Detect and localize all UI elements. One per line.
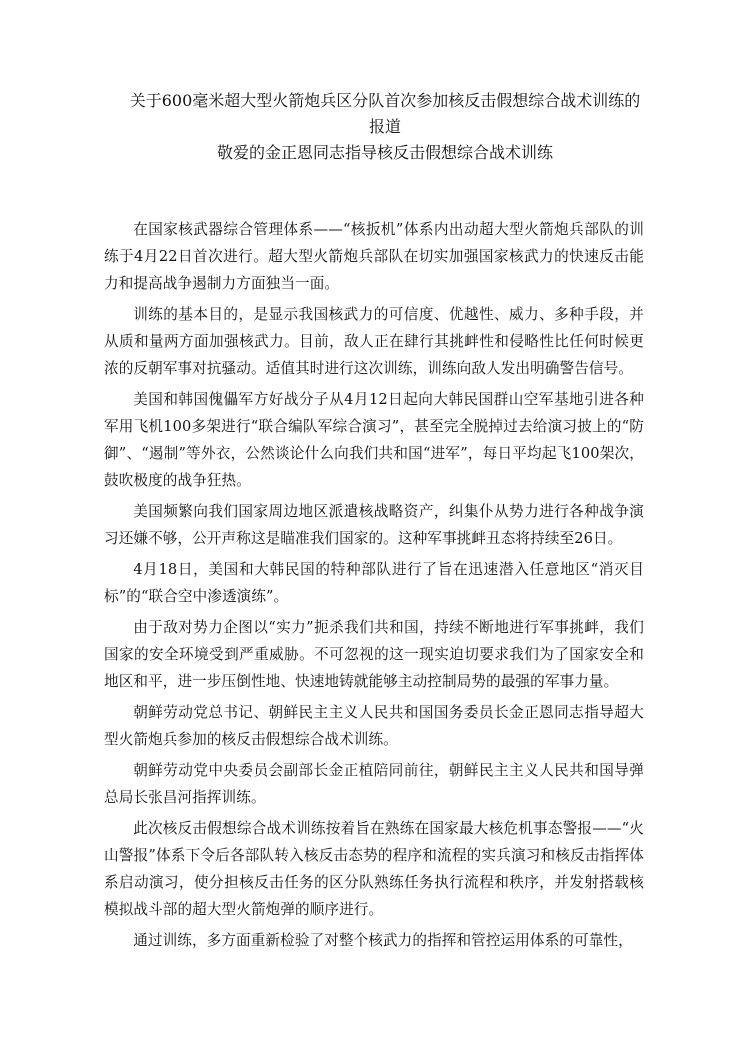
paragraph-9: 此次核反击假想综合战术训练按着旨在熟练在国家最大核危机事态警报——“火山警报”体系下令后各部队转入核反击态势的程序和流程的实兵演习和核反击指挥体系启动演习，使分担核反击任务的区分队熟练任务执行流程和秩序，并发射搭载核模拟战斗部的超大型火箭炮弹的顺序进行。 xyxy=(104,820,644,918)
paragraph-3: 美国和韩国傀儡军方好战分子从4月12日起向大韩民国群山空军基地引进各种军用飞机100多架进行“联合编队军综合演习”，甚至完全脱掉过去给演习披上的“防御”、“遏制”等外衣，公然谈论什么向我们共和国“进军”，每日平均起飞100架次，鼓吹极度的战争狂热。 xyxy=(104,391,644,489)
paragraph-4: 美国频繁向我们国家周边地区派遣核战略资产，纠集仆从势力进行各种战争演习还嫌不够，公开声称这是瞄准我们国家的。这种军事挑衅丑态将持续至26日。 xyxy=(104,503,644,547)
paragraph-10: 通过训练，多方面重新检验了对整个核武力的指挥和管控运用体系的可靠性， xyxy=(133,932,633,949)
article-body xyxy=(104,216,644,958)
paragraph-7: 朝鲜劳动党总书记、朝鲜民主主义人民共和国国务委员长金正恩同志指导超大型火箭炮兵参加的核反击假想综合战术训练。 xyxy=(104,704,644,748)
subtitle: 敬爱的金正恩同志指导核反击假想综合战术训练 xyxy=(216,143,553,162)
paragraph-6: 由于敌对势力企图以“实力”扼杀我们共和国，持续不断地进行军事挑衅，我们国家的安全环境受到严重威胁。不可忽视的这一现实迫切要求我们为了国家安全和地区和平，进一步压倒性地、快速地铸就能够主动控制局势的最强的军事力量。 xyxy=(104,619,644,690)
document-title xyxy=(100,88,670,166)
title-line-1: 关于600毫米超大型火箭炮兵区分队首次参加核反击假想综合战术训练的 xyxy=(129,91,641,110)
paragraph-8: 朝鲜劳动党中央委员会副部长金正植陪同前往，朝鲜民主主义人民共和国导弹总局长张昌河指挥训练。 xyxy=(104,762,644,806)
paragraph-2: 训练的基本目的，是显示我国核武力的可信度、优越性、威力、多种手段，并从质和量两方面加强核武力。目前，敌人正在肆行其挑衅性和侵略性比任何时候更浓的反朝军事对抗骚动。适值其时进行这次训练，训练向敌人发出明确警告信号。 xyxy=(104,306,644,377)
title-line-2: 报道 xyxy=(368,117,401,136)
paragraph-1: 在国家核武器综合管理体系——“核扳机”体系内出动超大型火箭炮兵部队的训练于4月22日首次进行。超大型火箭炮兵部队在切实加强国家核武力的快速反击能力和提高战争遏制力方面独当一面。 xyxy=(104,221,644,292)
paragraph-5: 4月18日，美国和大韩民国的特种部队进行了旨在迅速潜入任意地区“消灭目标”的“联合空中渗透演练”。 xyxy=(104,561,644,605)
